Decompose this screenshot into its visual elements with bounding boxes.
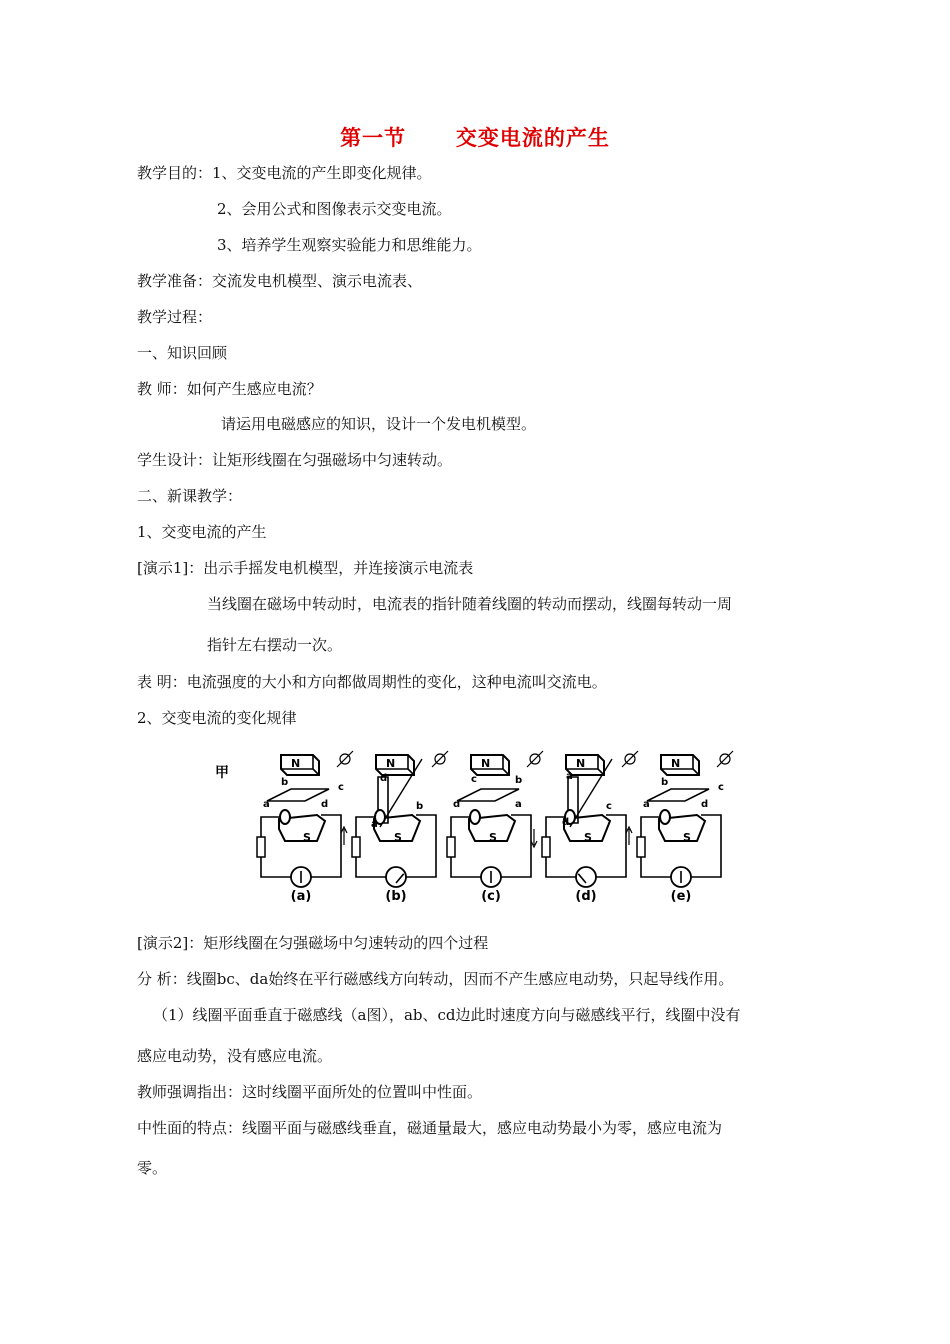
subsection-heading: 1、交变电流的产生 [137,523,267,541]
pole-label: N [481,757,491,770]
text-line: 当线圈在磁场中转动时，电流表的指针随着线圈的转动而摆动，线圈每转动一周 [207,595,733,613]
panel-caption: (a) [290,889,312,904]
pole-label: S [303,831,311,844]
coil-edge-label: d [453,799,461,810]
text-line: [演示2]：矩形线圈在匀强磁场中匀速转动的四个过程 [137,934,489,952]
coil-edge-label: d [562,817,570,828]
text-line: [演示1]：出示手摇发电机模型，并连接演示电流表 [137,559,474,577]
pole-label: N [671,757,681,770]
coil-edge-label: a [371,819,378,830]
text-line: 感应电动势，没有感应电流。 [137,1047,333,1065]
panel-caption: (e) [670,889,692,904]
pole-label: S [489,831,497,844]
pole-label: N [576,757,586,770]
text-line: 零。 [137,1159,168,1177]
coil-edge-label: b [281,777,289,788]
coil-loop [267,789,329,801]
section-heading: 一、知识回顾 [137,344,228,362]
coil-edge-label: b [416,801,424,812]
coil-edge-label: a [566,771,573,782]
coil-edge-label: d [701,799,709,810]
coil-loop [457,789,519,801]
resistor [257,837,265,857]
coil-edge-label: b [515,775,523,786]
section-heading: 二、新课教学： [137,487,243,505]
pole-label: S [394,831,402,844]
text-line: 指针左右摆动一次。 [207,636,343,654]
text-line: 教学目的：1、交变电流的产生即变化规律。 [137,164,432,182]
text-line: 教 师：如何产生感应电流？ [137,380,322,398]
coil-edge-label: a [515,799,522,810]
coil-loop [647,789,709,801]
generator-panel [531,751,638,904]
panel-caption: (b) [385,889,407,904]
generator-panel [257,751,353,904]
coil-edge-label: a [643,799,650,810]
slip-ring [470,810,480,824]
coil-edge-label: a [263,799,270,810]
coil-edge-label: d [321,799,329,810]
pole-label: N [386,757,396,770]
coil-edge-label: c [338,782,344,793]
slip-ring [280,810,290,824]
generator-panel [447,751,543,904]
coil-edge-label: b [661,777,669,788]
generator-panel [626,751,733,904]
figure-label-jia: 甲 [215,765,229,781]
text-line: 3、培养学生观察实验能力和思维能力。 [217,236,482,254]
resistor [447,837,455,857]
text-line: 请运用电磁感应的知识，设计一个发电机模型。 [221,415,537,433]
subsection-heading: 2、交变电流的变化规律 [137,709,297,727]
text-line: 教师强调指出：这时线圈平面所处的位置叫中性面。 [137,1083,483,1101]
text-line: 2、会用公式和图像表示交变电流。 [217,200,452,218]
pole-label: S [683,831,691,844]
text-line: 教学准备：交流发电机模型、演示电流表、 [137,272,423,290]
pole-label: S [584,831,592,844]
panel-caption: (d) [575,889,597,904]
text-line: 分 析：线圈bc、da始终在平行磁感线方向转动，因而不产生感应电动势，只起导线作用。 [137,970,734,988]
coil-edge-label: d [380,773,388,784]
panel-caption: (c) [481,889,501,904]
pole-label: N [291,757,301,770]
text-line: 表 明：电流强度的大小和方向都做周期性的变化，这种电流叫交流电。 [137,673,607,691]
ammeter [386,867,406,887]
coil-edge-label: c [471,774,477,785]
text-line: 学生设计：让矩形线圈在匀强磁场中匀速转动。 [137,451,453,469]
generator-panel [341,751,448,904]
text-line: 中性面的特点：线圈平面与磁感线垂直，磁通量最大，感应电动势最小为零，感应电流为 [137,1119,723,1137]
page-title: 第一节 交变电流的产生 [340,125,610,150]
coil-edge-label: c [606,801,612,812]
text-line: （1）线圈平面垂直于磁感线（a图），ab、cd边此时速度方向与磁感线平行，线圈中没有 [153,1006,741,1024]
coil-edge-label: c [718,782,724,793]
resistor [637,837,645,857]
resistor [352,837,360,857]
generator-diagram [213,745,723,905]
text-line: 教学过程： [137,308,213,326]
slip-ring [660,810,670,824]
ammeter [576,867,596,887]
resistor [542,837,550,857]
